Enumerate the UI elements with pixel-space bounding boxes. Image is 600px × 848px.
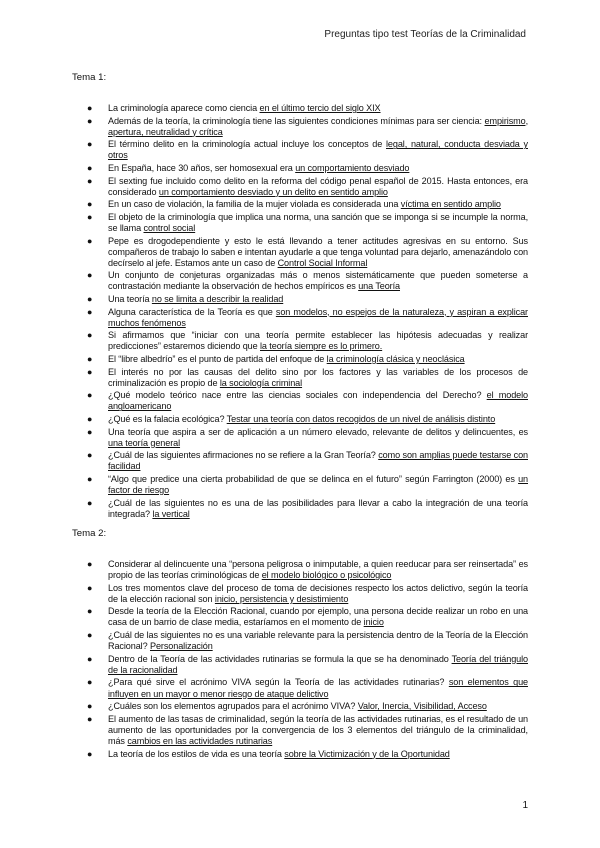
answer-text: Personalización <box>149 641 213 652</box>
bullet-icon: ● <box>87 701 93 712</box>
question-text: ¿Cuáles son los elementos agrupados para el acrónimo VIVA? <box>108 701 358 712</box>
bullet-icon: ● <box>87 497 93 508</box>
bullet-icon: ● <box>87 162 93 173</box>
answer-text: la vertical <box>152 508 190 519</box>
question-text: El objeto de la criminología que implica una norma, una sanción que se imponga si se incumple la norma, se llama <box>108 211 528 233</box>
answer-text: la teoría siempre es lo primero. <box>260 341 383 352</box>
answer-text: Valor, Inercia, Visibilidad, Acceso <box>357 701 487 712</box>
answer-text: sobre la Victimización y de la Oportunidad <box>284 748 450 759</box>
list-item <box>72 212 528 234</box>
question-text: La teoría de los estilos de vida es una teoría <box>108 748 285 759</box>
list-item <box>72 199 528 210</box>
bullet-icon: ● <box>87 330 93 341</box>
question-text: ¿Qué modelo teórico nace entre las ciencias sociales con independencia del Derecho? <box>108 390 487 401</box>
answer-text: Teoría del triángulo de la racionalidad <box>108 653 528 675</box>
bullet-icon: ● <box>87 115 93 126</box>
question-text: El sexting fue incluido como delito en la reforma del código penal español de 2015. Hasta entonces, era considerado <box>108 175 528 197</box>
list-item <box>72 450 528 472</box>
question-text: Dentro de la Teoría de las actividades rutinarias se formula la que se ha denominado <box>108 653 452 664</box>
question-text: Una teoría que aspira a ser de aplicación a un número elevado, relevante de delitos y delincuentes, es <box>108 426 528 437</box>
answer-text: la criminología clásica y neoclásica <box>326 353 465 364</box>
bullet-icon: ● <box>87 199 93 210</box>
answer-text: un comportamiento desviado <box>295 162 410 173</box>
question-text: Alguna característica de la Teoría es que <box>108 306 276 317</box>
answer-text: control social <box>143 222 196 233</box>
answer-text: son modelos, no espejos de la naturaleza, y aspiran a explicar muchos fenómenos <box>108 306 528 328</box>
question-text: En un caso de violación, la familia de la mujer violada es considerada una <box>108 199 401 210</box>
question-text: ¿Cuál de las siguientes no es una de las posibilidades para llevar a cabo la integración de una teoría integrada? <box>108 497 528 519</box>
question-text: Pepe es drogodependiente y esto le está llevando a tener actitudes agresivas en su entorno. Sus compañeros de trabajo lo saben e intentan ayudarle a que tenga voluntad para dejarlo, amenazándolo con decírselo al jefe. Estamos ante un caso de <box>108 235 528 268</box>
list-item <box>72 176 528 198</box>
question-text: “Algo que predice una cierta probabilidad de que se delinca en el futuro” según Farrington (2000) es <box>108 473 519 484</box>
question-text: La criminología aparece como ciencia <box>108 103 260 113</box>
question-text: El “libre albedrío” es el punto de partida del enfoque de <box>108 353 327 364</box>
bullet-icon: ● <box>87 473 93 484</box>
answer-text: la sociología criminal <box>219 377 303 388</box>
list-item <box>72 103 528 114</box>
list-item <box>72 116 528 138</box>
question-text: Además de la teoría, la criminología tiene las siguientes condiciones mínimas para ser ciencia: <box>108 115 485 126</box>
bullet-icon: ● <box>87 426 93 437</box>
list-item <box>72 270 528 292</box>
question-text: El interés no por las causas del delito sino por los factores y las variables de los procesos de criminalización es propio de <box>108 366 528 388</box>
bullet-icon: ● <box>87 103 93 113</box>
bullet-icon: ● <box>87 390 93 401</box>
bullet-icon: ● <box>87 366 93 377</box>
question-list <box>72 559 528 760</box>
bullet-icon: ● <box>87 653 93 664</box>
bullet-icon: ● <box>87 139 93 150</box>
question-text: Si afirmamos que “iniciar con una teoría permite establecer las hipótesis adecuadas y realizar predicciones” estaremos diciendo que <box>108 330 528 352</box>
list-item <box>72 606 528 628</box>
question-text: Desde la teoría de la Elección Racional, cuando por ejemplo, una persona decide realizar un robo en una casa de un barrio de clase media, estaríamos en el momento de <box>108 606 528 628</box>
list-item <box>72 427 528 449</box>
bullet-icon: ● <box>87 582 93 593</box>
answer-text: empirismo, apertura, neutralidad y crítica <box>108 115 528 137</box>
bullet-icon: ● <box>87 559 93 569</box>
list-item <box>72 701 528 712</box>
list-item <box>72 307 528 329</box>
list-item <box>72 354 528 365</box>
bullet-icon: ● <box>87 270 93 281</box>
list-item <box>72 390 528 412</box>
question-text: El aumento de las tasas de criminalidad, según la teoría de las actividades rutinarias, es el resultado de un aumento de las oportunidades por la convergencia de los 3 elementos del triángulo de la criminalidad, más <box>108 713 528 746</box>
question-text: ¿Para qué sirve el acrónimo VIVA según la Teoría de las actividades rutinarias? <box>108 677 449 688</box>
list-item <box>72 677 528 699</box>
question-text: Considerar al delincuente una “persona peligrosa o inimputable, a quien reeducar para ser reinsertada” es propio de las teorías criminológicas de <box>108 559 528 581</box>
list-item <box>72 583 528 605</box>
bullet-icon: ● <box>87 630 93 641</box>
page-number: 1 <box>522 800 528 811</box>
bullet-icon: ● <box>87 306 93 317</box>
answer-text: Control Social Informal <box>277 257 368 268</box>
question-list <box>72 103 528 520</box>
bullet-icon: ● <box>87 413 93 424</box>
answer-text: una teoría general <box>108 437 181 448</box>
bullet-icon: ● <box>87 713 93 724</box>
list-item <box>72 139 528 161</box>
list-item <box>72 163 528 174</box>
answer-text: en el último tercio del siglo XIX <box>259 103 381 113</box>
answer-text: víctima en sentido amplio <box>400 199 501 210</box>
question-text: El término delito en la criminología actual incluye los conceptos de <box>108 139 387 150</box>
list-item <box>72 498 528 520</box>
list-item <box>72 630 528 652</box>
question-text: Una teoría <box>108 294 152 304</box>
answer-text: el modelo angloamericano <box>108 390 529 412</box>
list-item <box>72 559 528 581</box>
list-item <box>72 330 528 352</box>
answer-text: el modelo biológico o psicológico <box>261 570 392 581</box>
bullet-icon: ● <box>87 606 93 617</box>
question-text: ¿Qué es la falacia ecológica? <box>108 413 227 424</box>
answer-text: no se limita a describir la realidad <box>151 294 284 304</box>
list-item <box>72 654 528 676</box>
answer-text: como son amplias puede testarse con facilidad <box>108 450 528 472</box>
answer-text: inicio <box>363 617 384 628</box>
answer-text: inicio, persistencia y desistimiento <box>214 593 349 604</box>
bullet-icon: ● <box>87 211 93 222</box>
list-item <box>72 294 528 305</box>
question-text: ¿Cuál de las siguientes no es una variable relevante para la persistencia dentro de la Teoría de la Elección Racional? <box>108 630 528 652</box>
bullet-icon: ● <box>87 748 93 759</box>
answer-text: Testar una teoría con datos recogidos de un nivel de análisis distinto <box>226 413 496 424</box>
list-item <box>72 749 528 760</box>
list-item <box>72 474 528 496</box>
answer-text: una Teoría <box>358 281 400 292</box>
bullet-icon: ● <box>87 450 93 461</box>
list-item <box>72 414 528 425</box>
answer-text: cambios en las actividades rutinarias <box>127 735 273 746</box>
bullet-icon: ● <box>87 353 93 364</box>
question-text: Los tres momentos clave del proceso de toma de decisiones respecto los actos delictivo, según la teoría de la elección racional son <box>108 582 528 604</box>
bullet-icon: ● <box>87 677 93 688</box>
answer-text: un factor de riesgo <box>108 473 528 495</box>
section-tema-1 <box>72 72 528 521</box>
question-text: En España, hace 30 años, ser homosexual era <box>108 162 296 173</box>
question-text: ¿Cuál de las siguientes afirmaciones no se refiere a la Gran Teoría? <box>108 450 379 461</box>
bullet-icon: ● <box>87 235 93 246</box>
list-item <box>72 367 528 389</box>
page-header: Preguntas tipo test Teorías de la Criminalidad <box>324 29 526 40</box>
answer-text: legal, natural, conducta desviada y otros <box>108 139 528 161</box>
section-title: Tema 1: <box>72 72 107 83</box>
answer-text: son elementos que influyen en un mayor o menor riesgo de ataque delictivo <box>108 677 528 699</box>
answer-text: un comportamiento desviado y un delito en sentido amplio <box>158 186 388 197</box>
section-tema-2 <box>72 528 528 761</box>
list-item <box>72 236 528 269</box>
bullet-icon: ● <box>87 294 93 304</box>
bullet-icon: ● <box>87 175 93 186</box>
question-text: Un conjunto de conjeturas organizadas más o menos sistemáticamente que pueden someterse a contrastación mediante la observación de hechos empíricos es <box>108 270 528 292</box>
section-title: Tema 2: <box>72 528 107 539</box>
list-item <box>72 714 528 747</box>
